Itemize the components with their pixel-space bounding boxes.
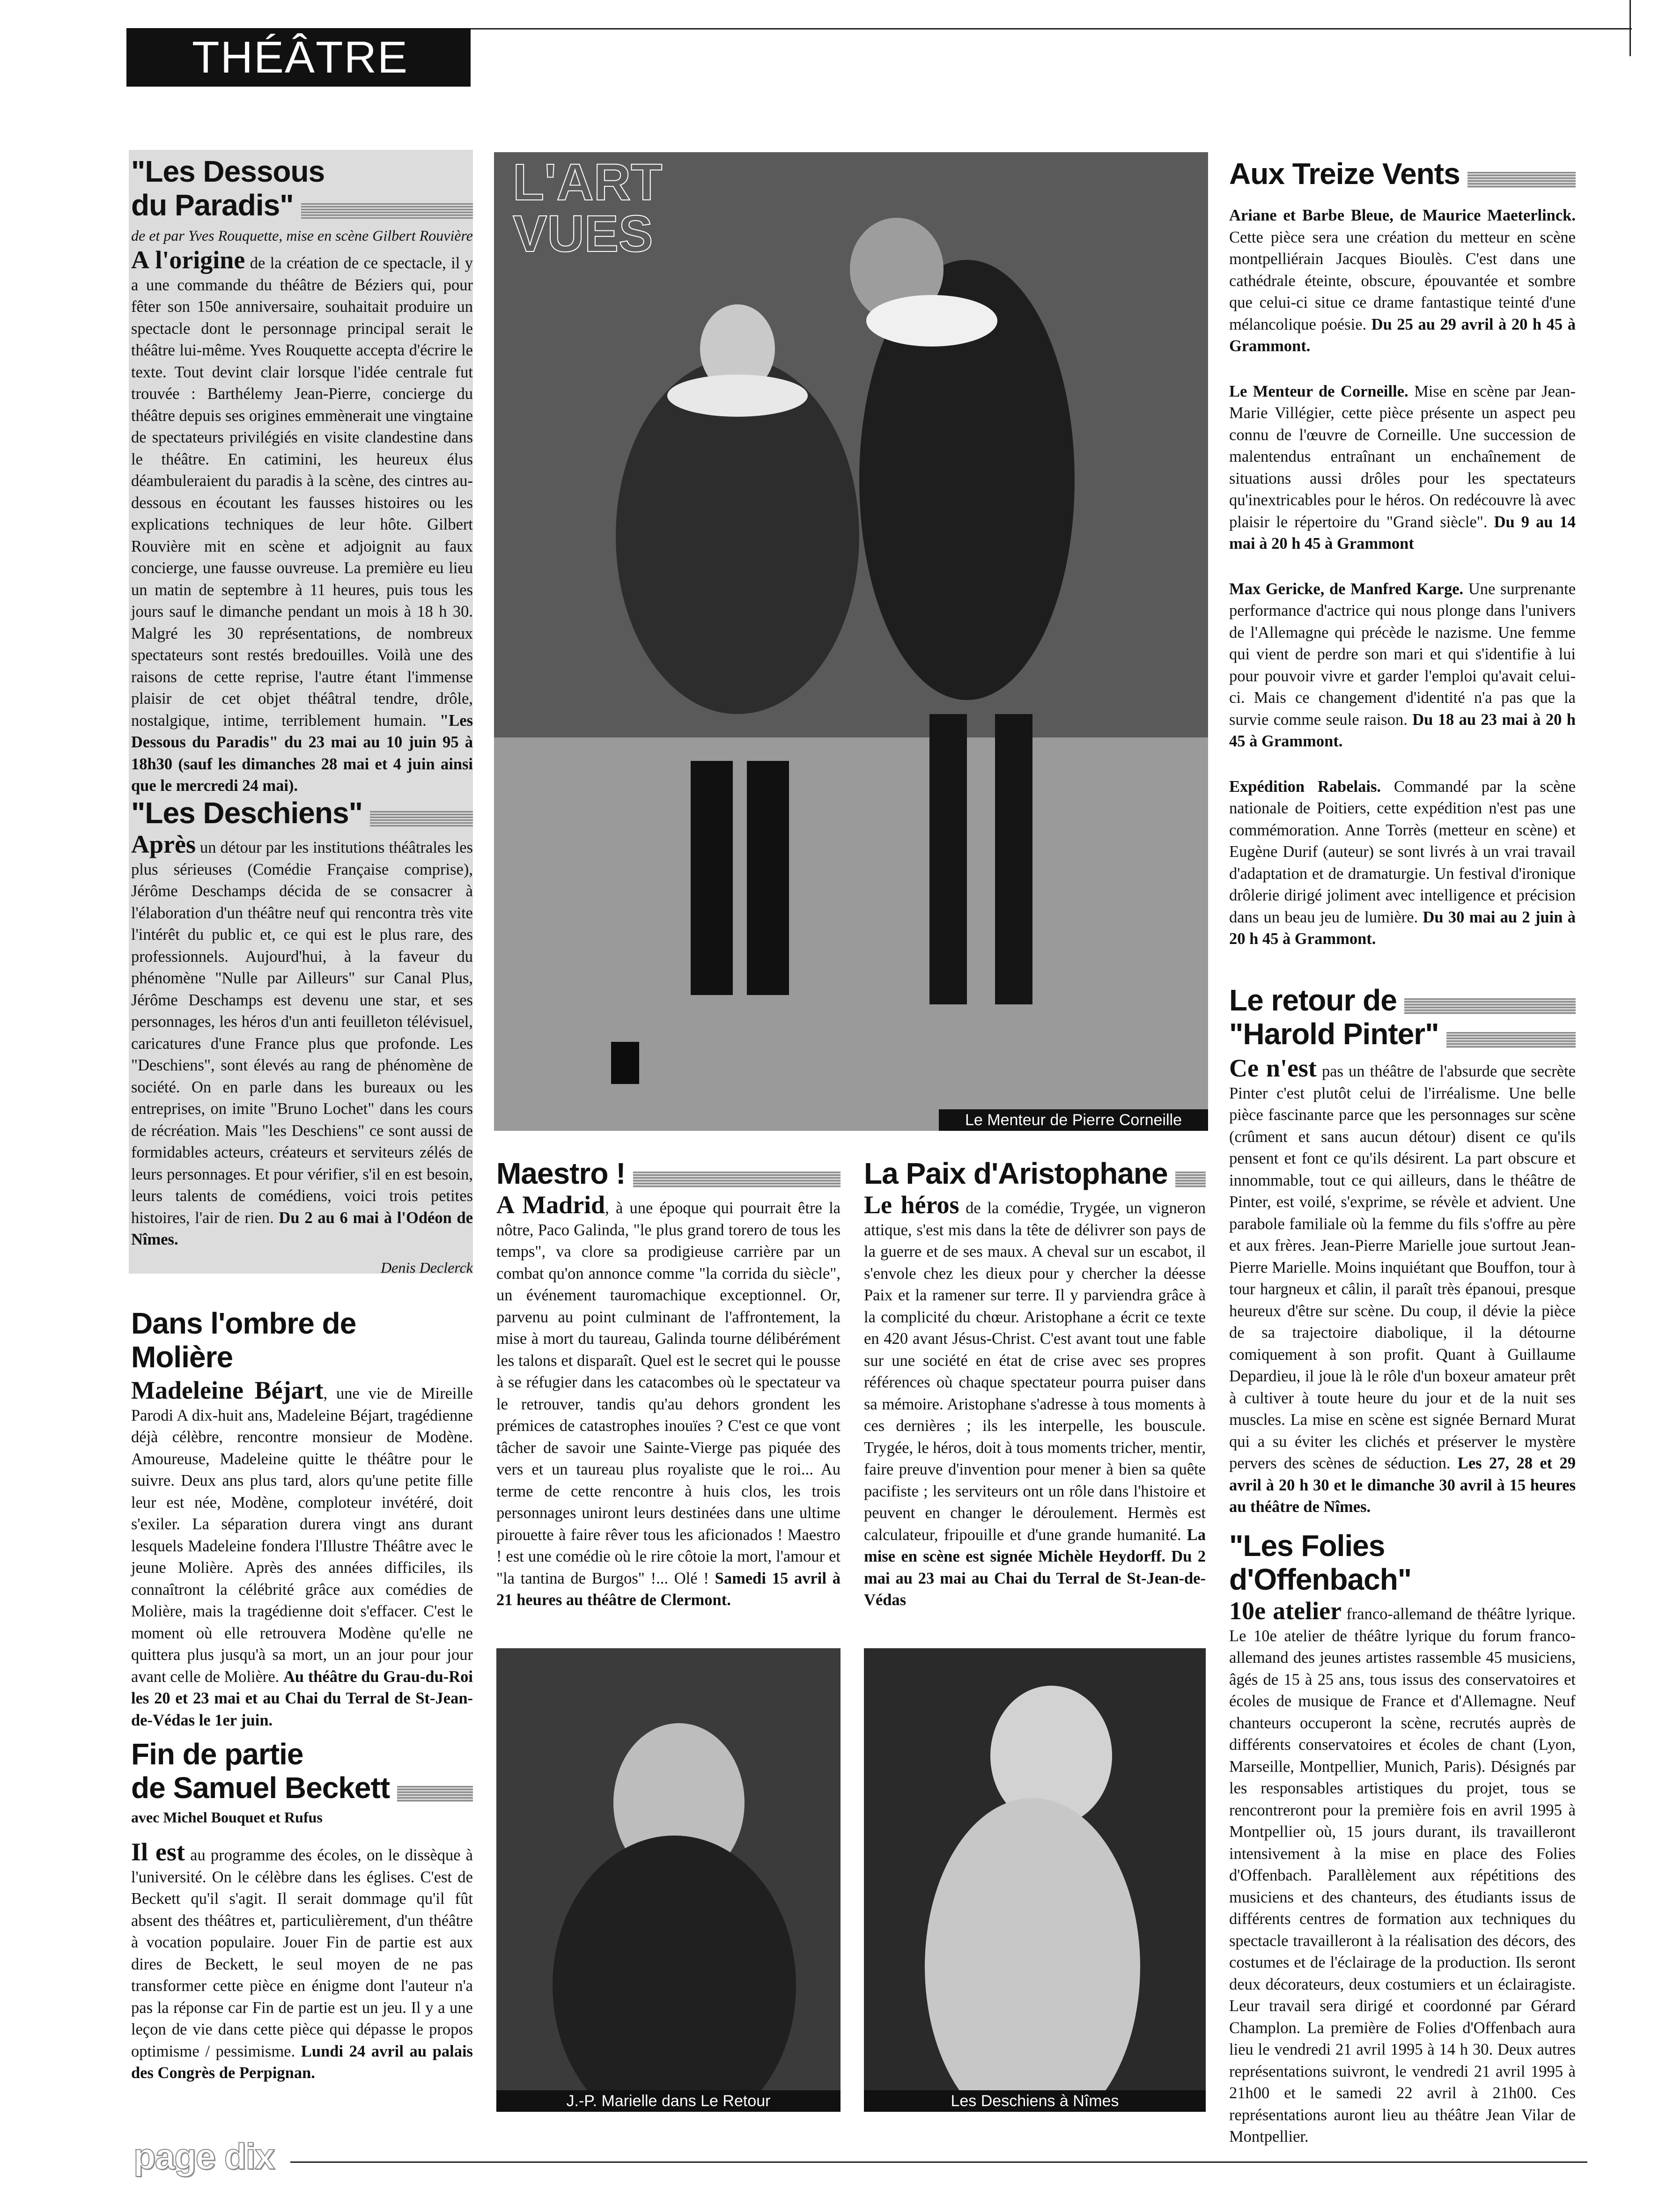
- treize-p2-title: Le Menteur de Corneille.: [1229, 382, 1408, 400]
- treize-p3-dates: Du 18 au 23 mai à 20 h 45 à Grammont.: [1229, 710, 1576, 750]
- dessous-byline: de et par Yves Rouquette, mise en scène Gilbert Rouvière: [131, 227, 473, 244]
- article-moliere: [131, 1306, 473, 1731]
- top-rule: [471, 28, 1632, 29]
- beckett-body: [131, 1838, 473, 2084]
- section-banner: THÉÂTRE: [126, 28, 471, 87]
- treize-p1-dates: Du 25 au 29 avril à 20 h 45 à Grammont.: [1229, 315, 1576, 355]
- deschiens-image: [864, 1648, 1206, 2112]
- treize-p4-text: Commandé par la scène nationale de Poitiers, cette expédition n'est pas une commémoration. Anne Torrès (metteur en scène) et Eugène Durif (auteur) se sont livrés à un vrai travail d'adaptation et de dramaturgie. Un festival d'ironique drôlerie dirigé joliment avec intelligence et précision dans un beau jeu de lumière.: [1229, 777, 1576, 926]
- pinter-body: [1229, 1054, 1576, 1518]
- deschiens-photo: [864, 1648, 1206, 2112]
- treize-p3-text: Une surprenante performance d'actrice qui nous plonge dans l'univers de l'Allemagne qui précède le nazisme. Une femme qui vient de perdre son mari et qui s'identifie à lui pour pouvoir vivre et garder l'emploi qu'avait celui-ci. Mais ce changement d'identité n'a pas que la survie comme seule raison.: [1229, 580, 1576, 729]
- offenbach-text: franco-allemand de théâtre lyrique. Le 10e atelier de théâtre lyrique du forum franco-allemand des jeunes artistes rassemble 45 musiciens, âgés de 15 à 25 ans, tous issus des conservatoires et écoles de musique de France et d'Allemagne. Neuf chanteurs occuperont la scène, recrutés auprès de différents conservatoires et écoles de chant (Lyon, Marseille, Montpellier, Munich, Paris). Désignés par les responsables artistiques du projet, tous se rencontreront pour la première fois en avril 1995 à Montpellier où, 15 jours durant, ils travailleront intensivement à la mise en place des Folies d'Offenbach. Parallèlement aux répétitions des musiciens et des chanteurs, des étudiants issus de différents centres de formation aux techniques du spectacle travailleront à la réalisation des décors, des costumes et de l'éclairage de la production. Ils seront deux décorateurs, deux costumiers et un éclairagiste. Leur travail sera dirigé et coordonné par Gérard Champlon. La première de Folies d'Offenbach aura lieu le vendredi 21 avril 1995 à 14 h 30. Deux autres représentations suivront, le vendredi 21 avril 1995 à 21h00 et le samedi 22 avril à 21h00. Ces représentations auront lieu au théâtre Jean Vilar de Montpellier.: [1229, 1605, 1576, 2146]
- treize-p3: [1229, 578, 1576, 752]
- title-bar: [1175, 1172, 1206, 1187]
- dessous-dates: "Les Dessous du Paradis" du 23 mai au 10 juin 95 à 18h30 (sauf les dimanches 28 mai et 4 juin ainsi que le mercredi 24 mai).: [131, 711, 473, 795]
- article-maestro: [496, 1157, 841, 1611]
- pinter-title-2: "Harold Pinter": [1229, 1017, 1439, 1051]
- article-paix: [864, 1157, 1206, 1611]
- moliere-body: [131, 1376, 473, 1731]
- maestro-text: , à une époque qui pourrait être la nôtre, Paco Galinda, "le plus grand torero de tous les temps", va clore sa prodigieuse carrière par un combat qu'on annonce comme "la corrida du siècle", un événement tauromachique exceptionnel. Or, parvenu au point culminant de l'affrontement, la mise à mort du taureau, Galinda tourne délibérément les talons et disparaît. Quel est le secret qui le pousse à se réfugier dans les catacombes où le spectateur va le retrouver, tandis qu'au dehors grondent les prémices de catastrophes inouïes ? C'est ce que vont tâcher de savoir une Sainte-Vierge pas piquée des vers et un taureau plus royaliste que le roi... Au terme de cette rencontre à huis clos, les trois personnages uniront leurs destinées dans une ultime pirouette à faire rêver tous les aficionados ! Maestro ! est une comédie où le rire côtoie la mort, l'amour et "la tantina de Burgos" !... Olé !: [496, 1199, 841, 1587]
- deschiens-body: [131, 830, 473, 1251]
- footer-rule: [290, 2161, 1587, 2163]
- deschiens-caption: Les Deschiens à Nîmes: [864, 2090, 1206, 2112]
- treize-p2-text: Mise en scène par Jean-Marie Villégier, cette pièce présente un aspect peu connu de l'œuvre de Corneille. Une succession de malentendus entraînant un enchaînement de situations aussi drôles pour les spectateurs qu'inextricables pour le héros. On redécouvre là avec plaisir le répertoire du "Grand siècle".: [1229, 382, 1576, 531]
- article-beckett: [131, 1737, 473, 2084]
- article-deschiens: [131, 796, 473, 1276]
- beckett-byline: avec Michel Bouquet et Rufus: [131, 1809, 323, 1826]
- deschiens-signature: Denis Declerck: [381, 1259, 473, 1276]
- treize-p4-dates: Du 30 mai au 2 juin à 20 h 45 à Grammont.: [1229, 908, 1576, 948]
- title-bar: [633, 1172, 841, 1187]
- title-bar: [301, 203, 473, 219]
- main-photo-caption: Le Menteur de Pierre Corneille: [939, 1109, 1208, 1131]
- deschiens-text: un détour par les institutions théâtrales les plus sérieuses (Comédie Française comprise), Jérôme Deschamps décida de se consacrer à l'élaboration d'un théâtre neuf qui rencontra très vite l'intérêt du public et, ce qui est le plus rare, des professionnels. Aujourd'hui, à la faveur du phénomène "Nulle par Ailleurs" sur Canal Plus, Jérôme Deschamps est devenu une star, et ses personnages, les héros d'un anti feuilleton télévisuel, caricatures d'une France plus que profonde. Les "Deschiens", sont élevés au rang de phénomène de société. On en parle dans les bureaux ou les entreprises, on imite "Bruno Lochet" dans les cours de récréation. Mais "les Deschiens" ce sont aussi de formidables acteurs, créateurs et serviteurs zélés de leurs personnages. Et pour vérifier, s'il en est besoin, leurs talents de comédiens, voici trois petites histoires, l'air de rien.: [131, 839, 473, 1227]
- title-bar: [1446, 1032, 1576, 1048]
- treize-p2-dates: Du 9 au 14 mai à 20 h 45 à Grammont: [1229, 513, 1576, 553]
- dessous-title-2: du Paradis": [131, 188, 294, 222]
- beckett-dates: Lundi 24 avril au palais des Congrès de Perpignan.: [131, 2042, 473, 2082]
- page-label: page dix: [133, 2136, 274, 2177]
- offenbach-title: "Les Folies d'Offenbach": [1229, 1529, 1412, 1596]
- paix-lead: Le héros: [864, 1191, 959, 1219]
- article-pinter: [1229, 983, 1576, 1518]
- dessous-lead: A l'origine: [131, 246, 245, 274]
- treize-p3-title: Max Gericke, de Manfred Karge.: [1229, 580, 1464, 598]
- deschiens-dates: Du 2 au 6 mai à l'Odéon de Nîmes.: [131, 1209, 473, 1248]
- beckett-text: au programme des écoles, on le dissèque à l'université. On le célèbre dans les églises. C'est de Beckett qu'il s'agit. Il serait dommage qu'il fût absent des théâtres et, particulièrement, d'un théâtre à vocation populaire. Jouer Fin de partie est aux dires de Beckett, le seul moyen de ne pas transformer cette pièce en énigme dont l'auteur n'a pas la réponse car Fin de partie est un jeu. Il y a une leçon de vie dans cette pièce qui dépasse le propos optimisme / pessimisme.: [131, 1846, 473, 2060]
- pinter-title-1: Le retour de: [1229, 983, 1397, 1017]
- paix-title: La Paix d'Aristophane: [864, 1157, 1168, 1190]
- deschiens-lead: Après: [131, 830, 196, 858]
- dessous-title-1: "Les Dessous: [131, 155, 325, 188]
- title-bar: [1467, 172, 1576, 188]
- paix-body: [864, 1191, 1206, 1611]
- title-bar: [1404, 998, 1576, 1014]
- treize-p2: [1229, 381, 1576, 555]
- treize-p1-text: Cette pièce sera une création du metteur en scène montpelliérain Jacques Bioulès. C'est dans une cathédrale éteinte, obscure, épouvantée et sombre que celui-ci situe ce drame fantastique teinté d'une mélancolique poésie.: [1229, 228, 1576, 333]
- moliere-dates: Au théâtre du Grau-du-Roi les 20 et 23 mai et au Chai du Terral de St-Jean-de-Védas le 1er juin.: [131, 1667, 473, 1729]
- maestro-title: Maestro !: [496, 1157, 626, 1190]
- moliere-title: Dans l'ombre de Molière: [131, 1306, 356, 1374]
- dessous-body: [131, 246, 473, 797]
- dessous-text: de la création de ce spectacle, il y a une commande du théâtre de Béziers qui, pour fêter son 150e anniversaire, souhaitait produire un spectacle dont le personnage principal serait le théâtre lui-même. Yves Rouquette accepta d'écrire le texte. Tout devint clair lorsque l'idée centrale fut trouvée : Barthélemy Jean-Pierre, concierge du théâtre depuis ses origines emmènerait une vingtaine de spectateurs privilégiés en visite clandestine dans le théâtre. En catimini, les heureux élus déambuleraient du paradis à la scène, des cintres au-dessous en écoutant les fausses histoires ou les explications techniques de leur hôte. Gilbert Rouvière mit en scène et adjoignit au faux concierge, une fausse ouvreuse. La première eu lieu un matin de septembre à 11 heures, puis tous les jours sauf le dimanche pendant un mois à 18 h 30. Malgré les 30 représentations, de nombreux spectateurs sont restés bredouilles. Voilà une des raisons de cette reprise, l'autre étant l'immense plaisir de cet objet théâtral tendre, drôle, nostalgique, intime, terriblement humain.: [131, 254, 473, 730]
- moliere-lead: Madeleine Béjart: [131, 1376, 324, 1404]
- article-dessous: [131, 155, 473, 797]
- main-photo: [494, 152, 1208, 1131]
- treize-title: Aux Treize Vents: [1229, 157, 1460, 191]
- offenbach-body: [1229, 1597, 1576, 2148]
- beckett-title-2: de Samuel Beckett: [131, 1771, 390, 1805]
- pinter-text: pas un théâtre de l'absurde que secrète Pinter c'est plutôt celui de l'irréalisme. Une belle pièce fascinante parce que les personnages sur scène (crûment et sans aucun détour) disent ce qu'ils pensent et font ce qu'ils désirent. La part obscure et innommable, tout ce qui ailleurs, dans le théâtre de Pinter, est voilé, s'exprime, se révèle et advient. Une parabole familiale où la femme du fils s'offre au père et aux frères. Jean-Pierre Marielle joue surtout Jean-Pierre Marielle. Moins inquiétant que Bouffon, tour à tour hargneux et câlin, il paraît très épanoui, presque heureux d'être sur scène. Du coup, il dévie la pièce de sa trajectoire diabolique, il la détourne comiquement à son profit. Quant à Guillaume Depardieu, il joue là le rôle d'un boxeur amateur prêt à cultiver à toute heure du jour et de la nuit ses muscles. La mise en scène est signée Bernard Murat qui a su éviter les clichés et préserver le mystère pervers des scènes de séduction.: [1229, 1062, 1576, 1472]
- treize-p1: [1229, 205, 1576, 357]
- deschiens-title: "Les Deschiens": [131, 796, 362, 830]
- maestro-lead: A Madrid: [496, 1191, 605, 1219]
- treize-p4: [1229, 776, 1576, 950]
- title-bar: [397, 1786, 473, 1802]
- edge-rule: [1630, 0, 1631, 56]
- marielle-image: [496, 1648, 841, 2112]
- photo-logo-text: L'ART VUES: [513, 154, 663, 263]
- article-offenbach: [1229, 1529, 1576, 2148]
- photo-logo: [513, 154, 709, 344]
- article-treize-vents: [1229, 157, 1576, 950]
- treize-p4-title: Expédition Rabelais.: [1229, 777, 1381, 796]
- title-bar: [370, 811, 473, 827]
- paix-text: de la comédie, Trygée, un vigneron attique, s'est mis dans la tête de délivrer son pays de la guerre et de ses maux. A cheval sur un escabot, il s'envole chez les dieux pour y chercher la déesse Paix et la ramener sur terre. Il y parviendra grâce à la complicité du chœur. Aristophane a écrit ce texte en 420 avant Jésus-Christ. C'est avant tout une fable sur une société en état de crise avec ses propres références où chaque spectateur pourra puiser dans sa mémoire. Aristophane s'adresse à tous moments à ces dernières ; ils les interpelle, les bouscule. Trygée, le héros, doit à tous moments tricher, mentir, faire preuve d'invention pour mener à bien sa quête pacifiste ; les serviteurs ont un rôle dans l'histoire et peuvent en changer le déroulement. Hermès est calculateur, fripouille et d'une grande humanité.: [864, 1199, 1206, 1544]
- moliere-text: , une vie de Mireille Parodi A dix-huit ans, Madeleine Béjart, tragédienne déjà célèbre, rencontre monsieur de Modène. Amoureuse, Madeleine quitte le théâtre pour le suivre. Deux ans plus tard, alors qu'une petite fille leur est née, Modène, comploteur invétéré, doit s'exiler. La séparation durera vingt ans durant lesquels Madeleine fondera l'Illustre Théâtre avec le jeune Molière. Après des années difficiles, ils connaîtront la célébrité grâce aux comédies de Molière, mais la tragédienne doit s'effacer. C'est le moment où elle retrouvera Modène qu'elle ne quittera plus jusqu'à sa mort, un an jour pour jour avant celle de Molière.: [131, 1385, 473, 1686]
- beckett-lead: Il est: [131, 1838, 185, 1866]
- marielle-caption: J.-P. Marielle dans Le Retour: [496, 2090, 841, 2112]
- maestro-body: [496, 1191, 841, 1611]
- pinter-lead: Ce n'est: [1229, 1054, 1317, 1082]
- paix-dates: La mise en scène est signée Michèle Heydorff. Du 2 mai au 23 mai au Chai du Terral de St-Jean-de-Védas: [864, 1526, 1206, 1609]
- marielle-photo: [496, 1648, 841, 2112]
- offenbach-lead: 10e atelier: [1229, 1597, 1342, 1625]
- maestro-dates: Samedi 15 avril à 21 heures au théâtre de Clermont.: [496, 1569, 841, 1609]
- pinter-dates: Les 27, 28 et 29 avril à 20 h 30 et le dimanche 30 avril à 15 heures au théâtre de Nîmes.: [1229, 1454, 1576, 1516]
- treize-p1-title: Ariane et Barbe Bleue, de Maurice Maeterlinck.: [1229, 206, 1576, 224]
- beckett-title-1: Fin de partie: [131, 1737, 303, 1771]
